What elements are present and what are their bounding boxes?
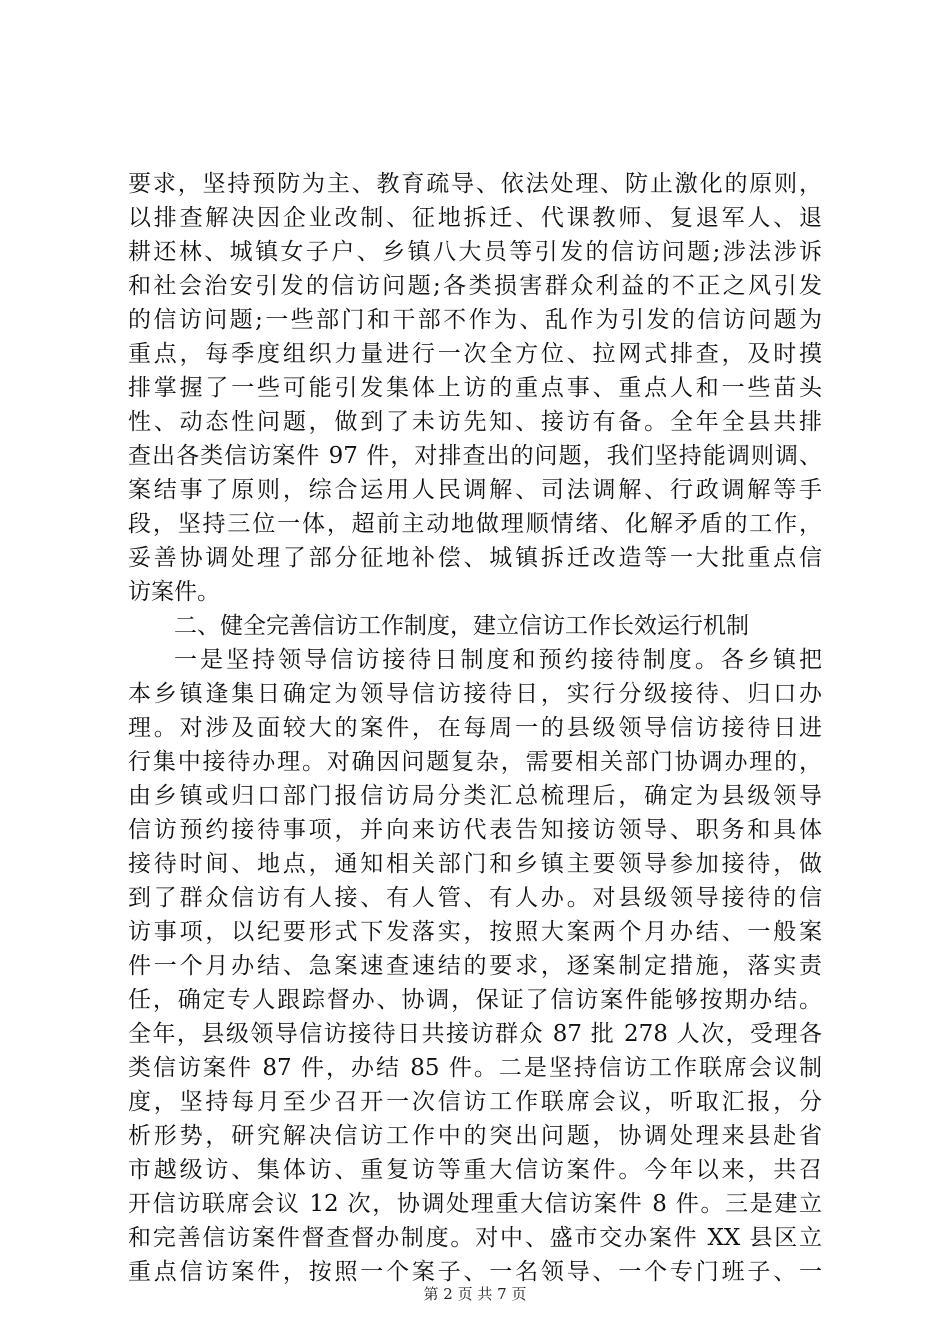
heading-line: 二、健全完善信访工作制度，建立信访工作长效运行机制 xyxy=(174,613,749,639)
paragraph-1 xyxy=(128,167,822,609)
text-line: 访事项，以纪要形式下发落实，按照大案两个月办结、一般案 xyxy=(128,919,822,945)
text-line: 类信访案件 87 件，办结 85 件。二是坚持信访工作联席会议制 xyxy=(128,1055,822,1081)
text-line: 接待时间、地点，通知相关部门和乡镇主要领导参加接待，做 xyxy=(128,851,822,877)
text-line: 排掌握了一些可能引发集体上访的重点事、重点人和一些苗头 xyxy=(128,375,822,401)
text-line: 的信访问题;一些部门和干部不作为、乱作为引发的信访问题为 xyxy=(128,307,822,333)
text-line: 析形势，研究解决信访工作中的突出问题，协调处理来县赴省 xyxy=(128,1123,822,1149)
text-line: 查出各类信访案件 97 件，对排查出的问题，我们坚持能调则调、 xyxy=(128,443,822,469)
text-line: 任，确定专人跟踪督办、协调，保证了信访案件能够按期办结。 xyxy=(128,987,822,1013)
text-line: 段，坚持三位一体，超前主动地做理顺情绪、化解矛盾的工作， xyxy=(128,511,822,537)
paragraph-3 xyxy=(128,643,822,1289)
text-line: 以排查解决因企业改制、征地拆迁、代课教师、复退军人、退 xyxy=(128,205,822,231)
text-line: 要求，坚持预防为主、教育疏导、依法处理、防止激化的原则， xyxy=(128,171,822,197)
page-number-footer: 第 2 页 共 7 页 xyxy=(423,1285,527,1303)
text-line: 信访预约接待事项，并向来访代表告知接访领导、职务和具体 xyxy=(128,817,822,843)
text-line: 妥善协调处理了部分征地补偿、城镇拆迁改造等一大批重点信 xyxy=(128,545,822,571)
text-line: 全年，县级领导信访接待日共接访群众 87 批 278 人次，受理各 xyxy=(128,1021,822,1047)
text-line: 本乡镇逢集日确定为领导信访接待日，实行分级接待、归口办 xyxy=(128,681,822,707)
text-line: 市越级访、集体访、重复访等重大信访案件。今年以来，共召 xyxy=(128,1157,822,1183)
text-line: 件一个月办结、急案速查速结的要求，逐案制定措施，落实责 xyxy=(128,953,822,979)
text-line: 访案件。 xyxy=(128,579,220,605)
text-line: 理。对涉及面较大的案件，在每周一的县级领导信访接待日进 xyxy=(128,715,822,741)
text-line: 重点信访案件，按照一个案子、一名领导、一个专门班子、一 xyxy=(128,1259,822,1285)
text-line: 度，坚持每月至少召开一次信访工作联席会议，听取汇报，分 xyxy=(128,1089,822,1115)
text-line: 和社会治安引发的信访问题;各类损害群众利益的不正之风引发 xyxy=(128,273,822,299)
text-line: 案结事了原则，综合运用人民调解、司法调解、行政调解等手 xyxy=(128,477,822,503)
text-line: 性、动态性问题，做到了未访先知、接访有备。全年全县共排 xyxy=(128,409,822,435)
text-line: 和完善信访案件督查督办制度。对中、盛市交办案件 XX 县区立 xyxy=(128,1225,822,1251)
text-line: 一是坚持领导信访接待日制度和预约接待制度。各乡镇把 xyxy=(174,647,822,673)
text-line: 由乡镇或归口部门报信访局分类汇总梳理后，确定为县级领导 xyxy=(128,783,822,809)
body-text xyxy=(128,167,822,1289)
text-line: 行集中接待办理。对确因问题复杂，需要相关部门协调办理的， xyxy=(128,749,822,775)
text-line: 开信访联席会议 12 次，协调处理重大信访案件 8 件。三是建立 xyxy=(128,1191,822,1217)
text-line: 耕还林、城镇女子户、乡镇八大员等引发的信访问题;涉法涉诉 xyxy=(128,239,822,265)
section-heading xyxy=(128,609,822,643)
text-line: 重点，每季度组织力量进行一次全方位、拉网式排查，及时摸 xyxy=(128,341,822,367)
text-line: 到了群众信访有人接、有人管、有人办。对县级领导接待的信 xyxy=(128,885,822,911)
